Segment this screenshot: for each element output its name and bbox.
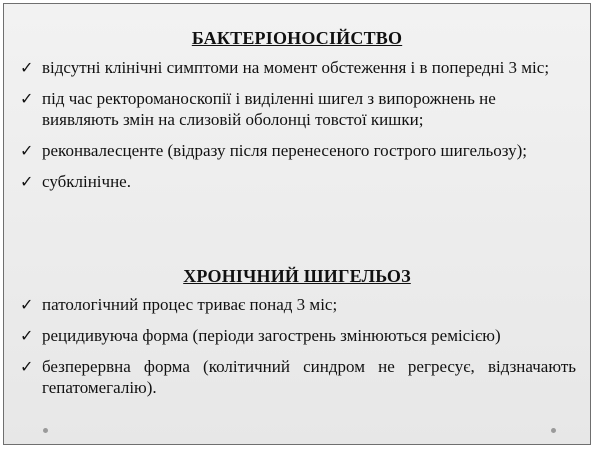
list-item-text: патологічний процес триває понад 3 міс; <box>42 295 338 314</box>
dot-icon <box>43 428 48 433</box>
check-mark-icon: ✓ <box>20 326 34 345</box>
list-item <box>16 171 576 192</box>
check-mark-icon: ✓ <box>20 141 34 160</box>
list-item-text: реконвалесценте (відразу після перенесеного гострого шигельозу); <box>42 141 527 160</box>
chronic-shigellosis-list <box>16 294 576 408</box>
list-item-text: відсутні клінічні симптоми на момент обстеження і в попередні 3 міс; <box>42 58 550 77</box>
list-item <box>16 57 576 78</box>
list-item-text: під час ректороманоскопії і виділенні шигел з випорожнень не виявляють змін на слизовій оболонці товстої кишки; <box>42 89 496 129</box>
list-item <box>16 88 576 130</box>
list-item <box>16 325 576 346</box>
list-item <box>16 294 576 315</box>
bacteriocarrier-list <box>16 57 576 202</box>
list-item-text: субклінічне. <box>42 172 131 191</box>
list-item-text: рецидивуюча форма (періоди загострень змінюються ремісією) <box>42 326 501 345</box>
list-item <box>16 356 576 398</box>
list-item-text: безперервна форма (колітичний синдром не регресує, відзначають гепатомегалію). <box>42 357 576 397</box>
check-mark-icon: ✓ <box>20 89 34 108</box>
dot-icon <box>551 428 556 433</box>
section-title-chronic-shigellosis: ХРОНІЧНИЙ ШИГЕЛЬОЗ <box>183 266 411 286</box>
check-mark-icon: ✓ <box>20 295 34 314</box>
check-mark-icon: ✓ <box>20 58 34 77</box>
check-mark-icon: ✓ <box>20 172 34 191</box>
slide <box>3 3 591 445</box>
check-mark-icon: ✓ <box>20 357 34 376</box>
list-item <box>16 140 576 161</box>
section-title-bacteriocarrier: БАКТЕРІОНОСІЙСТВО <box>191 28 403 48</box>
